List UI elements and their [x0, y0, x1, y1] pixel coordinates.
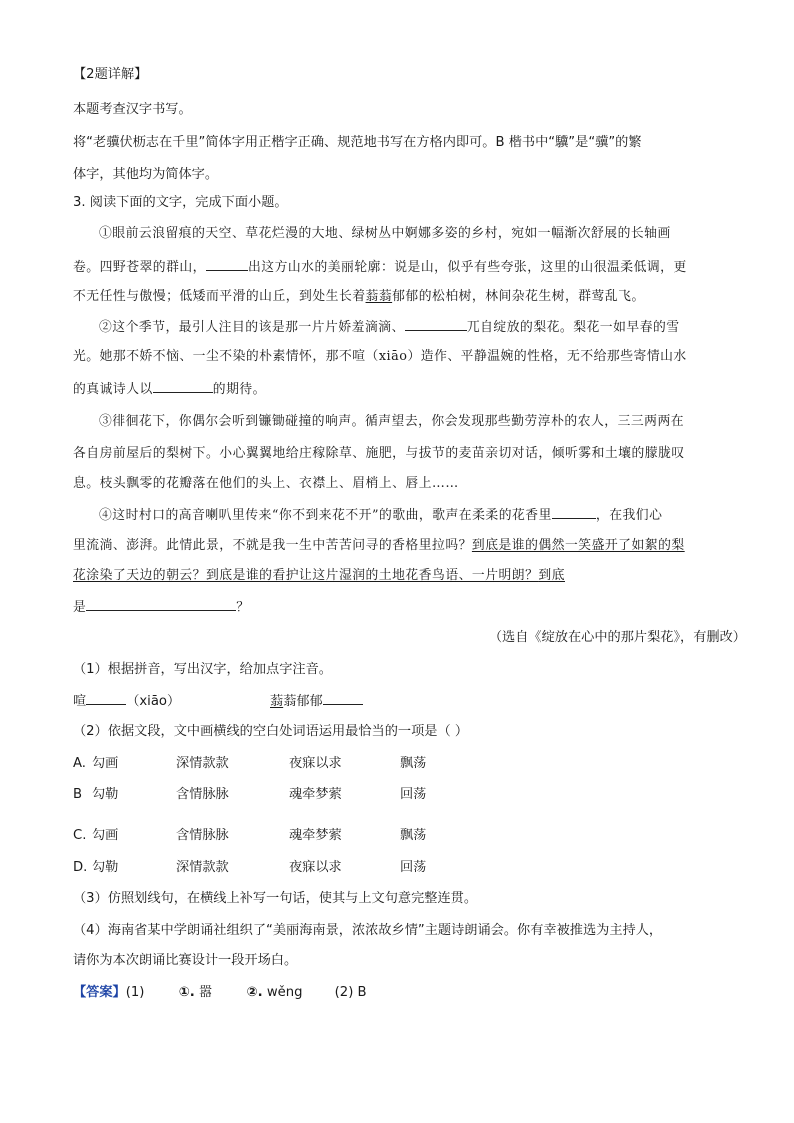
blank-line	[552, 506, 596, 519]
option-word: 飘荡	[400, 756, 427, 771]
passage-text: 是	[73, 600, 87, 615]
answer-label: 【答案】	[73, 985, 126, 1000]
option-letter: D.	[73, 860, 88, 875]
answer-line	[73, 984, 367, 1002]
option-word: 夜寐以求	[289, 860, 342, 875]
passage-p3-line2: 各自房前屋后的梨树下。小心翼翼地给庄稼除草、施肥，与拔节的麦苗亲切对话，倾听雾和土壤的朦胧叹	[73, 446, 685, 461]
passage-p1-line1: ①眼前云浪留痕的天空、草花烂漫的大地、绿树丛中婀娜多姿的乡村，宛如一幅渐次舒展的长轴画	[99, 226, 671, 241]
q2-explanation-3: 体字，其他均为简体字。	[73, 167, 219, 182]
passage-p2-line1	[99, 318, 680, 337]
blank-line	[86, 692, 126, 705]
dotted-word: 蓊蓊	[365, 289, 393, 304]
passage-p2-line2: 光。她那不娇不恼、一尘不染的朴素情怀，那不喧（xiāo）造作、平静温婉的性格，无不给那些寄情山水	[73, 349, 687, 364]
blank-line	[405, 318, 467, 331]
question-1-item-2	[270, 692, 363, 711]
passage-p4-line1	[99, 506, 662, 525]
passage-text: 兀自绽放的梨花。梨花一如早春的雪	[466, 320, 680, 335]
q1-pinyin: （xiāo）	[126, 694, 181, 709]
option-word: 勾勒	[92, 787, 119, 802]
underlined-sentence: 到底是谁的偶然一笑盛开了如絮的梨	[471, 538, 685, 553]
option-word: 勾画	[92, 828, 119, 843]
option-word: 魂牵梦萦	[289, 787, 342, 802]
answer-num-1: ①.	[178, 985, 195, 1000]
option-word: 深情款款	[176, 860, 229, 875]
dotted-char: 蓊	[270, 694, 284, 709]
passage-text: 出这方山水的美丽轮廓：说是山，似乎有些夸张，这里的山很温柔低调，更	[247, 260, 687, 275]
answer-1: 嚣	[199, 985, 213, 1000]
answer-2: wěng	[266, 985, 303, 1000]
q1-word: 蓊郁郁	[283, 694, 323, 709]
passage-p1-line2	[73, 258, 687, 277]
q1-char: 喧	[73, 694, 87, 709]
q2-explanation-2: 将“老骥伏枥志在千里”简体字用正楷字正确、规范地书写在方格内即可。B 楷书中“驥”是“骥”的繁	[73, 135, 642, 150]
option-word: 含情脉脉	[176, 828, 229, 843]
q2-explanation-1: 本题考查汉字书写。	[73, 102, 192, 117]
option-letter: A.	[73, 756, 86, 771]
option-word: 深情款款	[176, 756, 229, 771]
option-word: 夜寐以求	[289, 756, 342, 771]
option-word: 回荡	[400, 787, 427, 802]
option-word: 含情脉脉	[176, 787, 229, 802]
passage-text: 卷。四野苍翠的群山，	[73, 260, 206, 275]
passage-p4-line4	[73, 598, 250, 617]
passage-text: 郁郁的松柏树，林间杂花生树，群莺乱飞。	[392, 289, 645, 304]
passage-p3-line1: ③徘徊花下，你偶尔会听到镰锄碰撞的响声。循声望去，你会发现那些勤劳淳朴的农人，三三两两在	[99, 414, 685, 429]
question-3: （3）仿照划线句，在横线上补写一句话，使其与上文句意完整连贯。	[73, 891, 478, 906]
question-4-line1: （4）海南省某中学朗诵社组织了“美丽海南景，浓浓故乡情”主题诗朗诵会。你有幸被推选为主持人，	[73, 923, 663, 938]
passage-text: ④这时村口的高音喇叭里传来“你不到来花不开”的歌曲，歌声在柔柔的花香里	[99, 508, 552, 523]
option-word: 勾画	[92, 756, 119, 771]
answer-num-2: ②.	[246, 985, 263, 1000]
blank-line	[153, 380, 213, 393]
blank-line	[206, 258, 248, 271]
underlined-sentence: 到底	[538, 568, 565, 583]
passage-source: （选自《绽放在心中的那片梨花》，有删改）	[488, 630, 746, 645]
option-word: 飘荡	[400, 828, 427, 843]
question-4-line2: 请你为本次朗诵比赛设计一段开场白。	[73, 953, 298, 968]
option-word: 回荡	[400, 860, 427, 875]
answer-part-2: (2) B	[334, 985, 367, 1000]
underlined-sentence: 花涂染了天边的朝云？到底是谁的看护让这片湿润的土地花香鸟语、一片明朗？	[73, 568, 539, 583]
option-letter: C.	[73, 828, 87, 843]
passage-text: 的期待。	[212, 382, 266, 397]
q3-title: 3. 阅读下面的文字，完成下面小题。	[73, 195, 288, 210]
blank-line	[86, 598, 236, 611]
question-1-item-1	[73, 692, 180, 711]
question-1: （1）根据拼音，写出汉字，给加点字注音。	[73, 662, 332, 677]
passage-p1-line3	[73, 288, 645, 306]
passage-text: 不无任性与傲慢；低矮而平滑的山丘，到处生长着	[73, 289, 366, 304]
option-word: 魂牵梦萦	[289, 828, 342, 843]
passage-text: ？	[236, 600, 250, 615]
blank-line	[323, 692, 363, 705]
passage-text: 的真诚诗人以	[73, 382, 153, 397]
option-letter: B	[73, 787, 83, 802]
passage-text: ②这个季节，最引人注目的该是那一片片娇羞滴滴、	[99, 320, 405, 335]
passage-p4-line2	[73, 537, 685, 555]
option-word: 勾勒	[92, 860, 119, 875]
section-header: 【2题详解】	[73, 67, 148, 82]
answer-part-1: (1)	[125, 985, 145, 1000]
passage-text: ，在我们心	[595, 508, 663, 523]
question-2: （2）依据文段，文中画横线的空白处词语运用最恰当的一项是（ ）	[73, 724, 469, 739]
passage-p3-line3: 息。枝头飘零的花瓣落在他们的头上、衣襟上、眉梢上、唇上……	[73, 476, 459, 491]
passage-p2-line3	[73, 380, 266, 399]
passage-text: 里流淌、澎湃。此情此景，不就是我一生中苦苦问寻的香格里拉吗？	[73, 538, 472, 553]
passage-p4-line3	[73, 567, 565, 585]
